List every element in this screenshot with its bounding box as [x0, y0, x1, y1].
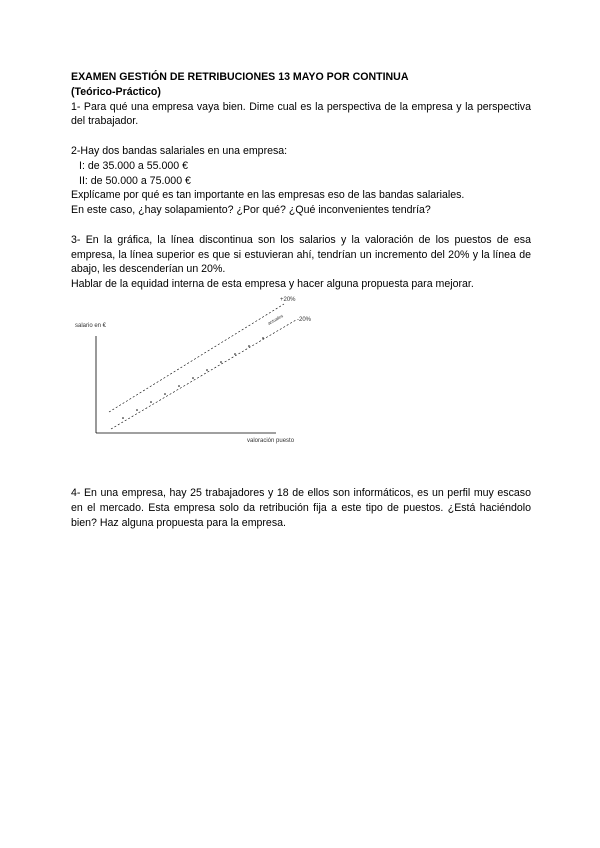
upper-20-line [109, 304, 284, 412]
exam-subtitle: (Teórico-Práctico) [71, 85, 161, 98]
question-3: 3- En la gráfica, la línea discontinua son los salarios y la valoración de los puestos de esa empresa, la línea superior es que si estuvieran ahí, tendrían un incremento del 20% y la línea de abajo, les descenderían un 20%. [71, 233, 531, 276]
question-2-intro: 2-Hay dos bandas salariales en una empresa: [71, 144, 288, 157]
salary-chart-figure [71, 296, 371, 456]
question-1: 1- Para qué una empresa vaya bien. Dime cual es la perspectiva de la empresa y la perspectiva del trabajador. [71, 100, 531, 128]
question-4-block [71, 486, 531, 530]
exam-title: EXAMEN GESTIÓN DE RETRIBUCIONES 13 MAYO POR CONTINUA [71, 71, 409, 83]
salary-band-2: II: de 50.000 a 75.000 € [79, 174, 191, 187]
question-2-line-1: Explícame por qué es tan importante en las empresas eso de las bandas salariales. [71, 189, 465, 202]
current-line-label: actuales [266, 313, 284, 326]
current-salary-dots [122, 337, 264, 419]
exam-document [71, 70, 531, 292]
y-axis-label: salario en € [75, 323, 107, 329]
lower-20-line [111, 320, 296, 429]
lower-line-label: -20% [297, 317, 312, 323]
question-3-line-2: Hablar de la equidad interna de esta empresa y hacer alguna propuesta para mejorar. [71, 278, 474, 291]
question-2-line-2: En este caso, ¿hay solapamiento? ¿Por qué? ¿Qué inconvenientes tendría? [71, 204, 431, 217]
salary-band-1: I: de 35.000 a 55.000 € [79, 159, 188, 172]
question-4: 4- En una empresa, hay 25 trabajadores y 18 de ellos son informáticos, es un perfil muy escaso en el mercado. Esta empresa solo da retribución fija a este tipo de puestos. ¿Está haciéndolo bien? Haz alguna propuesta para la empresa. [71, 487, 531, 529]
upper-line-label: +20% [280, 297, 296, 303]
x-axis-label: valoración puesto [247, 438, 295, 444]
salary-chart-svg [71, 296, 371, 456]
